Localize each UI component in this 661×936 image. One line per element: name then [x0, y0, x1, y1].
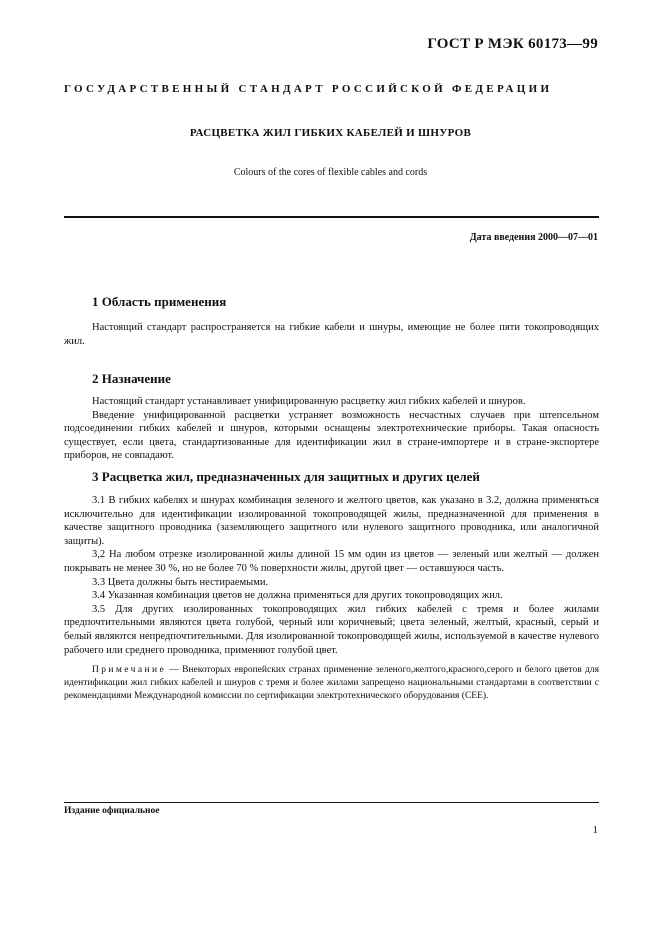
section-1-heading: 1 Область применения	[92, 294, 227, 309]
document-number: ГОСТ Р МЭК 60173—99	[427, 36, 598, 52]
section-2-body	[64, 395, 599, 463]
note-label: Примечание	[92, 665, 167, 675]
footer-divider	[64, 802, 599, 803]
clause-3-3: 3.3 Цвета должны быть нестираемыми.	[92, 576, 269, 588]
edition-label: Издание официальное	[64, 806, 160, 816]
clause-3-5: 3.5 Для других изолированных токопроводящих жил гибких кабелей с тремя и более жилами предпочтительными являются цвета голубой, черный или коричневый; цвета зеленый, желтый, красный, серый и белый являются непредпочтительными. Для изолированной токопроводящей жилы, используемой в качестве нулевого рабочего или среднего проводника, применяют голубой цвет.	[64, 603, 599, 656]
note	[64, 664, 599, 703]
clause-3-2: 3,2 На любом отрезке изолированной жилы длиной 15 мм один из цветов — зеленый или желтый — должен покрывать не менее 30 %, но не более 70 % поверхности жилы, другой цвет — оставшуюся часть.	[64, 549, 599, 574]
section-2-paragraph: Введение унифицированной расцветки устраняет возможность несчастных случаев при штепсельном подсоединении гибких кабелей и шнуров, которыми оснащены электротехнические приборы. Такая опасность существует, если цвета, стандартизованные для идентификации жил в стране-импортере и в стране-экспортере приборов, не совпадают.	[64, 409, 599, 462]
section-1-paragraph: Настоящий стандарт распространяется на гибкие кабели и шнуры, имеющие не более пяти токопроводящих жил.	[64, 322, 599, 347]
clause-3-4: 3.4 Указанная комбинация цветов не должна применяться для других токопроводящих жил.	[92, 590, 503, 602]
document-title-english: Colours of the cores of flexible cables and cords	[233, 167, 428, 178]
section-2-paragraph: Настоящий стандарт устанавливает унифицированную расцветку жил гибких кабелей и шнуров.	[92, 396, 526, 407]
section-1-body	[64, 321, 599, 348]
document-title: РАСЦВЕТКА ЖИЛ ГИБКИХ КАБЕЛЕЙ И ШНУРОВ	[189, 127, 472, 139]
page-number: 1	[592, 824, 598, 836]
title-divider	[64, 216, 599, 218]
section-3-heading: 3 Расцветка жил, предназначенных для защитных и других целей	[92, 469, 480, 484]
clause-3-1: 3.1 В гибких кабелях и шнурах комбинация зеленого и желтого цветов, как указано в 3.2, должна применяться исключительно для идентификации изолированной токопроводящей жилы, предназначенной для применения в качестве защитного проводника (заземляющего защитного или нулевого защитного проводника, или аналогичной защиты).	[64, 495, 599, 547]
section-2-heading: 2 Назначение	[92, 371, 171, 386]
introduction-date: Дата введения 2000—07—01	[469, 232, 598, 243]
state-standard-heading: ГОСУДАРСТВЕННЫЙ СТАНДАРТ РОССИЙСКОЙ ФЕДЕРАЦИИ	[64, 83, 553, 95]
section-3-body	[64, 494, 599, 657]
note-text: — Внекоторых европейских странах применение зеленого,желтого,красного,серого и белого цветов для идентификации жил гибких кабелей и шнуров с тремя и более жилами запрещено национальными стандартами в соответствии с рекомендациями Международной комиссии по сертификации электротехнического оборудования (СЕЕ).	[64, 665, 599, 701]
